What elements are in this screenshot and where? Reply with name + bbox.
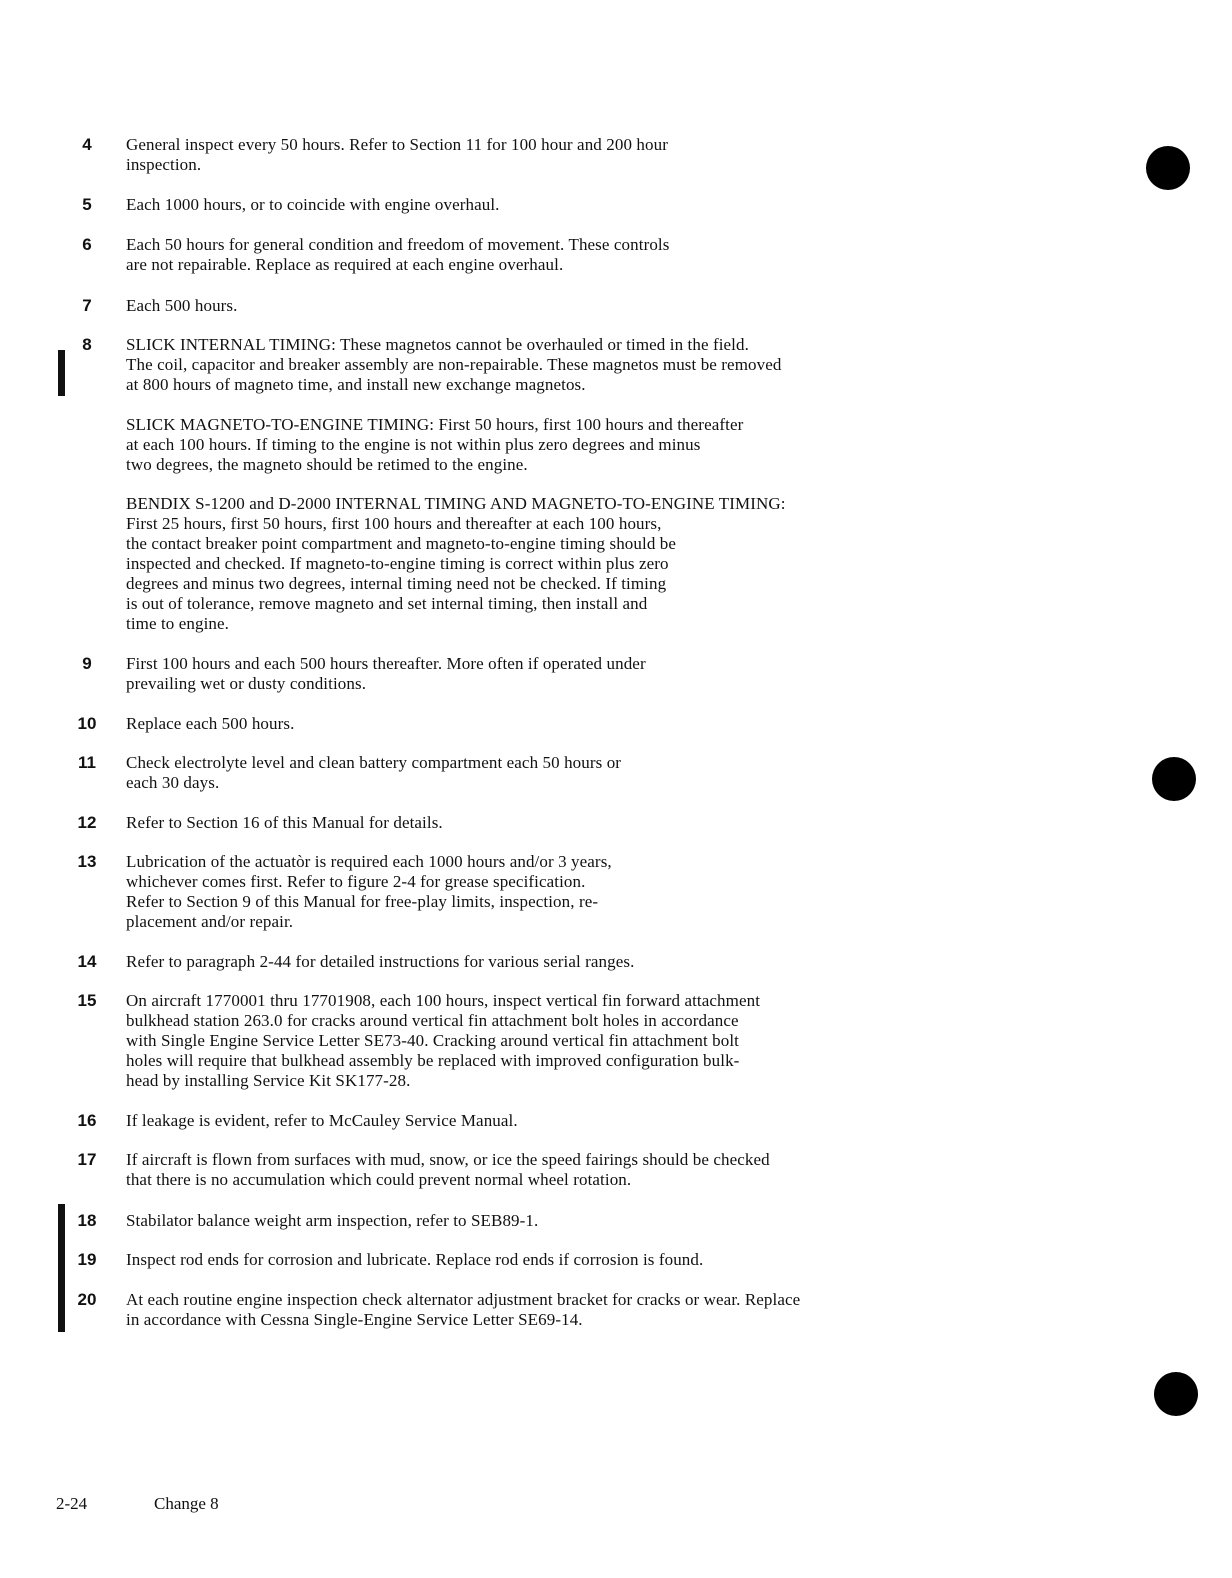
note-text: Lubrication of the actuatòr is required each 1000 hours and/or 3 years, whichever comes first. Refer to figure 2-4 for grease specification. Refer to Section 9 of this Manual for free-play limits, inspection, re- placement and/or repair. xyxy=(126,852,612,931)
note-text: Inspect rod ends for corrosion and lubricate. Replace rod ends if corrosion is found. xyxy=(126,1250,704,1269)
note-number: 13 xyxy=(77,852,97,871)
note-number: 6 xyxy=(82,235,92,254)
note-number: 15 xyxy=(77,991,97,1010)
note-number: 17 xyxy=(77,1150,97,1169)
note-number: 7 xyxy=(82,296,92,315)
note-text: On aircraft 1770001 thru 17701908, each 100 hours, inspect vertical fin forward attachment bulkhead station 263.0 for cracks around vertical fin attachment bolt holes in accordance with Single Engine Service Letter SE73-40. Cracking around vertical fin attachment bolt holes will require that bulkhead assembly be replaced with improved configuration bulk- head by installing Service Kit SK177-28. xyxy=(126,991,761,1090)
note-text: General inspect every 50 hours. Refer to Section 11 for 100 hour and 200 hour inspection. xyxy=(126,135,668,174)
note-number: 14 xyxy=(77,952,97,971)
binder-hole xyxy=(1146,146,1190,190)
page-number: 2-24 xyxy=(56,1494,88,1513)
note-text: Replace each 500 hours. xyxy=(126,714,295,733)
note-text: Check electrolyte level and clean battery compartment each 50 hours or each 30 days. xyxy=(126,753,622,792)
note-number: 5 xyxy=(82,195,92,214)
note-text: First 100 hours and each 500 hours thereafter. More often if operated under prevailing wet or dusty conditions. xyxy=(126,654,646,693)
note-number: 20 xyxy=(77,1290,97,1309)
note-number: 4 xyxy=(82,135,92,154)
note-text-magneto-to-engine: SLICK MAGNETO-TO-ENGINE TIMING: First 50 hours, first 100 hours and thereafter at each 100 hours. If timing to the engine is not within plus zero degrees and minus two degrees, the magneto should be retimed to the engine. xyxy=(126,415,744,474)
note-number: 19 xyxy=(77,1250,97,1269)
note-number: 10 xyxy=(77,714,97,733)
note-number: 11 xyxy=(78,753,96,772)
change-bar xyxy=(58,350,65,396)
note-text: At each routine engine inspection check alternator adjustment bracket for cracks or wear. Replace in accordance with Cessna Single-Engine Service Letter SE69-14. xyxy=(126,1290,801,1329)
note-text: If leakage is evident, refer to McCauley Service Manual. xyxy=(126,1111,518,1130)
note-number: 18 xyxy=(77,1211,97,1230)
note-text-internal-timing: SLICK INTERNAL TIMING: These magnetos cannot be overhauled or timed in the field. The coil, capacitor and breaker assembly are non-repairable. These magnetos must be removed at 800 hours of magneto time, and install new exchange magnetos. xyxy=(126,335,782,394)
change-label: Change 8 xyxy=(154,1494,219,1513)
note-text: If aircraft is flown from surfaces with mud, snow, or ice the speed fairings should be checked that there is no accumulation which could prevent normal wheel rotation. xyxy=(126,1150,770,1189)
binder-hole xyxy=(1152,757,1196,801)
note-text: Each 500 hours. xyxy=(126,296,238,315)
note-number: 16 xyxy=(77,1111,97,1130)
note-number: 8 xyxy=(82,335,92,354)
note-text: Refer to paragraph 2-44 for detailed instructions for various serial ranges. xyxy=(126,952,635,971)
note-text: Each 1000 hours, or to coincide with engine overhaul. xyxy=(126,195,500,214)
note-text: Refer to Section 16 of this Manual for details. xyxy=(126,813,443,832)
binder-hole xyxy=(1154,1372,1198,1416)
note-text-bendix: BENDIX S-1200 and D-2000 INTERNAL TIMING AND MAGNETO-TO-ENGINE TIMING: First 25 hours, first 50 hours, first 100 hours and thereafter at each 100 hours, the contact breaker point compartment and magneto-to-engine timing should be inspected and checked. If magneto-to-engine timing is correct within plus zero degrees and minus two degrees, internal timing need not be checked. If timing is out of tolerance, remove magneto and set internal timing, then install and time to engine. xyxy=(126,494,786,633)
note-number: 12 xyxy=(77,813,97,832)
change-bar xyxy=(58,1204,65,1332)
note-text: Each 50 hours for general condition and freedom of movement. These controls are not repairable. Replace as required at each engine overhaul. xyxy=(126,235,670,274)
note-text: Stabilator balance weight arm inspection, refer to SEB89-1. xyxy=(126,1211,539,1230)
note-number: 9 xyxy=(82,654,92,673)
